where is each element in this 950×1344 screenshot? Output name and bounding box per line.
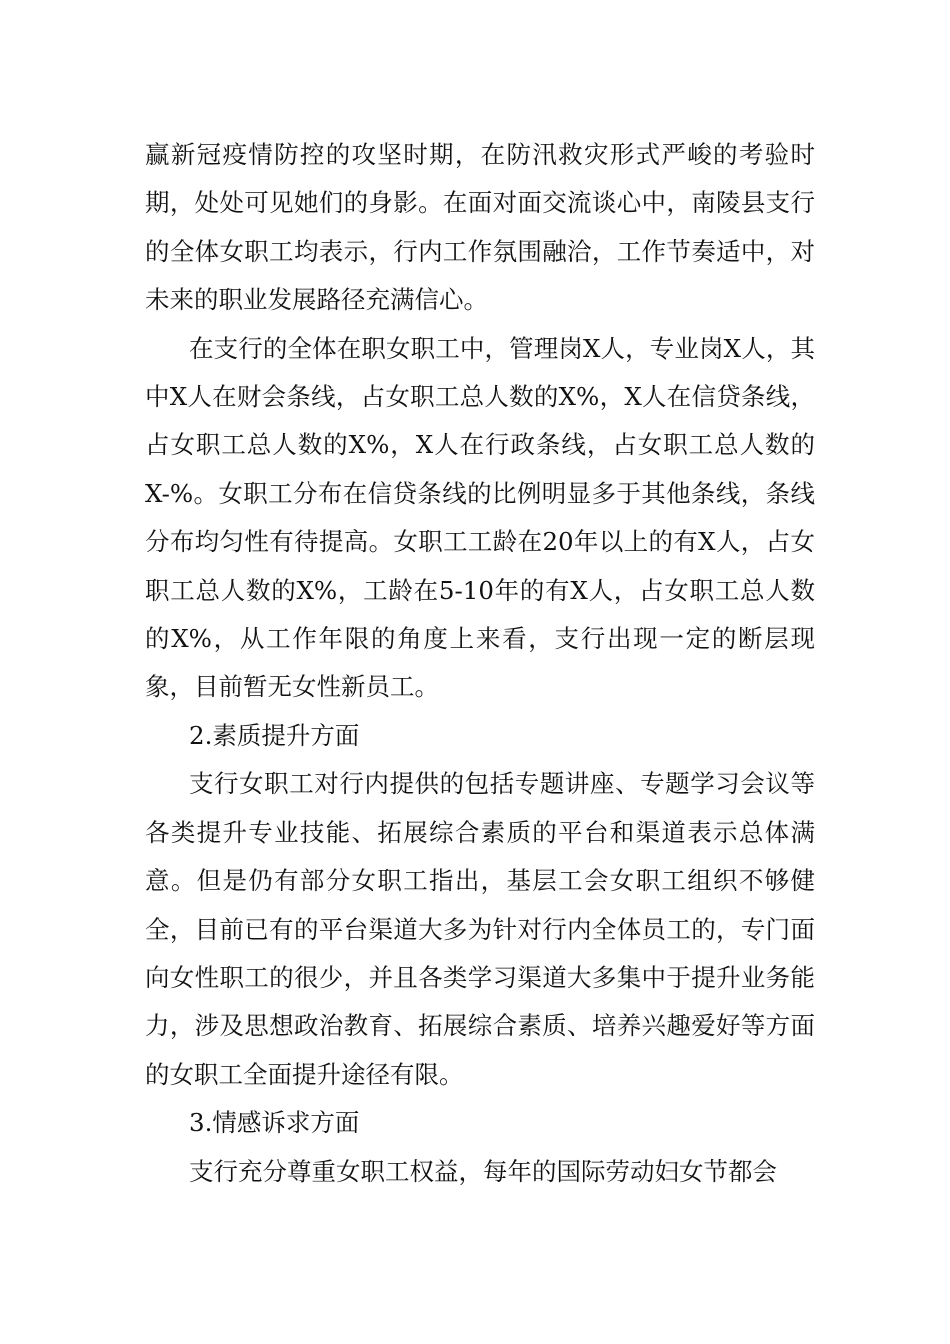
paragraph-quality-improvement: 支行女职工对行内提供的包括专题讲座、专题学习会议等各类提升专业技能、拓展综合素质的平台和渠道表示总体满意。但是仍有部分女职工指出，基层工会女职工组织不够健全，目前已有的平台渠道大多为针对行内全体员工的，专门面向女性职工的很少，并且各类学习渠道大多集中于提升业务能力，涉及思想政治教育、拓展综合素质、培养兴趣爱好等方面的女职工全面提升途径有限。: [145, 769, 815, 1089]
paragraph-emotional-needs: 支行充分尊重女职工权益，每年的国际劳动妇女节都会: [189, 1156, 777, 1186]
paragraph-staff-distribution: 在支行的全体在职女职工中，管理岗X人，专业岗X人，其中X人在财会条线，占女职工总人数的X%，X人在信贷条线，占女职工总人数的X%，X人在行政条线，占女职工总人数的X-%。女职工分布在信贷条线的比例明显多于其他条线，条线分布均匀性有待提高。女职工工龄在20年以上的有X人，占女职工总人数的X%，工龄在5-10年的有X人，占女职工总人数的X%，从工作年限的角度上来看，支行出现一定的断层现象，目前暂无女性新员工。: [145, 333, 815, 702]
paragraph-continued: 赢新冠疫情防控的攻坚时期，在防汛救灾形式严峻的考验时期，处处可见她们的身影。在面对面交流谈心中，南陵县支行的全体女职工均表示，行内工作氛围融洽，工作节奏适中，对未来的职业发展路径充满信心。: [145, 140, 815, 315]
section-heading-quality-improvement: 2.素质提升方面: [189, 720, 360, 750]
document-body: [145, 131, 815, 1196]
section-heading-emotional-needs: 3.情感诉求方面: [189, 1108, 360, 1138]
